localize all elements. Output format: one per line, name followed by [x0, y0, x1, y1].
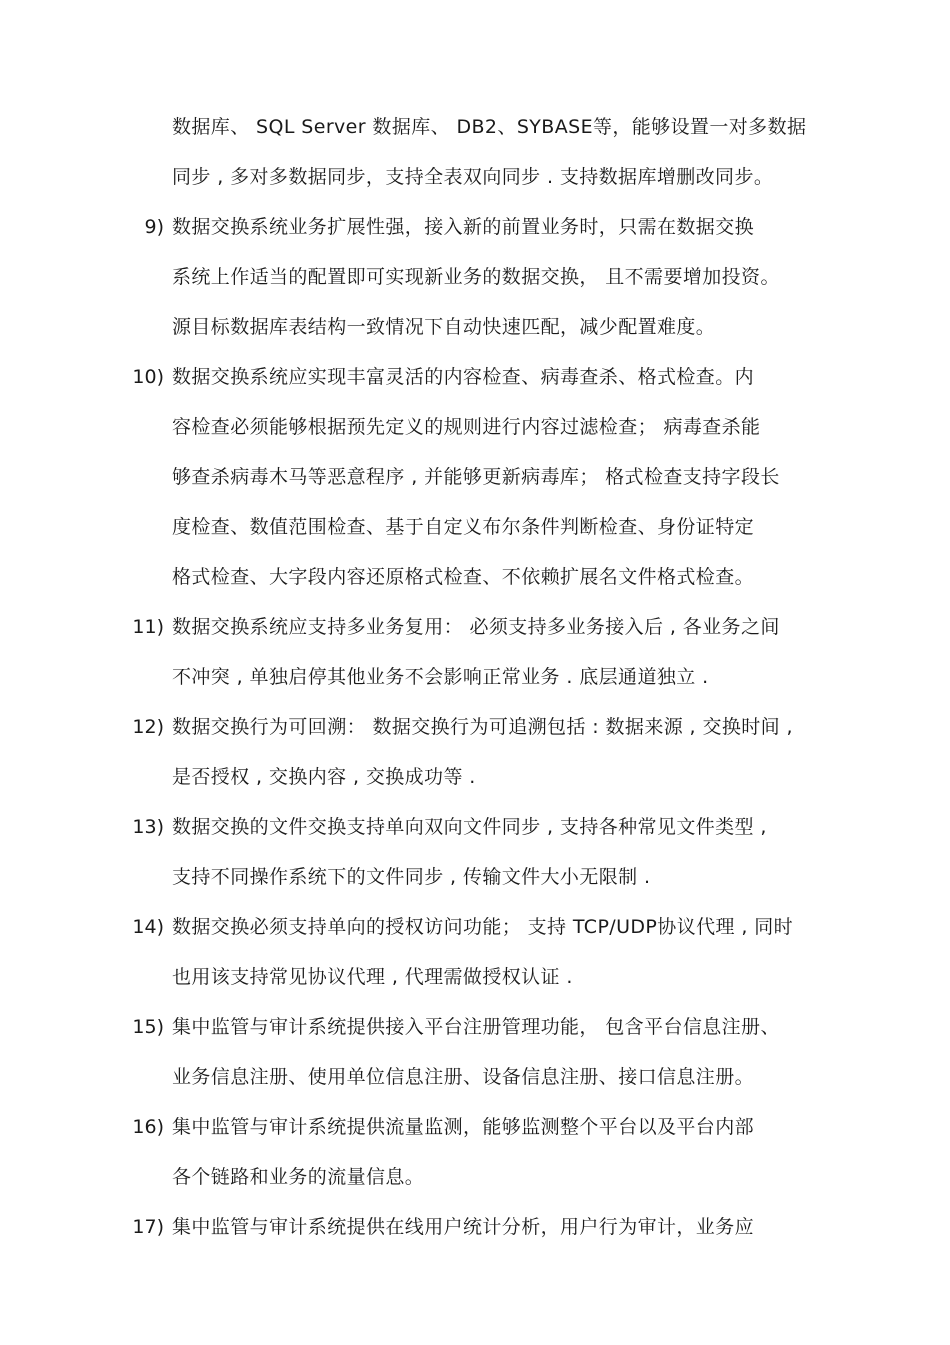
item-number: 12): [132, 716, 164, 738]
text-line: 数据交换的文件交换支持单向双向文件同步 , 支持各种常见文件类型 ,: [172, 816, 767, 838]
item-number: 10): [132, 366, 164, 388]
item-number: [112, 160, 164, 194]
item-number: 11): [132, 616, 164, 638]
text-line: 业务信息注册、使用单位信息注册、设备信息注册、接口信息注册。: [172, 1066, 755, 1088]
text-line: 也用该支持常见协议代理 , 代理需做授权认证 .: [172, 966, 573, 988]
item-number: [112, 460, 164, 494]
item-number: 9): [144, 216, 164, 238]
text-line: 是否授权 , 交换内容 , 交换成功等 .: [172, 766, 476, 788]
text-line: 数据交换行为可回溯： 数据交换行为可追溯包括 : 数据来源 , 交换时间 ,: [172, 716, 793, 738]
item-number: 16): [132, 1116, 164, 1138]
text-line: 支持不同操作系统下的文件同步 , 传输文件大小无限制 .: [172, 866, 651, 888]
item-number: [112, 760, 164, 794]
item-number: [112, 1060, 164, 1094]
item-number: [112, 660, 164, 694]
item-number: [112, 510, 164, 544]
item-number: [112, 960, 164, 994]
text-line: 数据交换必须支持单向的授权访问功能； 支持 TCP/UDP协议代理 , 同时: [172, 916, 794, 938]
text-line: 系统上作适当的配置即可实现新业务的数据交换， 且不需要增加投资。: [172, 266, 780, 288]
text-line: 各个链路和业务的流量信息。: [172, 1166, 425, 1188]
text-line: 度检查、数值范围检查、基于自定义布尔条件判断检查、身份证特定: [172, 516, 755, 538]
text-line: 数据交换系统应支持多业务复用： 必须支持多业务接入后 , 各业务之间: [172, 616, 780, 638]
text-line: 不冲突 , 单独启停其他业务不会影响正常业务 . 底层通道独立 .: [172, 666, 709, 688]
item-number: [112, 110, 164, 144]
text-line: 够查杀病毒木马等恶意程序 , 并能够更新病毒库； 格式检查支持字段长: [172, 466, 780, 488]
text-line: 数据交换系统应实现丰富灵活的内容检查、病毒查杀、格式检查。内: [172, 366, 755, 388]
item-number: 17): [132, 1216, 164, 1238]
text-line: 集中监管与审计系统提供在线用户统计分析，用户行为审计，业务应: [172, 1216, 755, 1238]
text-line: 源目标数据库表结构一致情况下自动快速匹配，减少配置难度。: [172, 316, 716, 338]
text-line: 集中监管与审计系统提供流量监测，能够监测整个平台以及平台内部: [172, 1116, 755, 1138]
item-number: 13): [132, 816, 164, 838]
item-number: 15): [132, 1016, 164, 1038]
item-number: [112, 260, 164, 294]
item-number: [112, 410, 164, 444]
item-number: [112, 310, 164, 344]
text-line: 容检查必须能够根据预先定义的规则进行内容过滤检查； 病毒查杀能: [172, 416, 761, 438]
text-line: 同步 , 多对多数据同步，支持全表双向同步 . 支持数据库增删改同步。: [172, 166, 774, 188]
text-line: 数据库、 SQL Server 数据库、 DB2、SYBASE等，能够设置一对多数据: [172, 116, 807, 138]
item-number: [112, 1160, 164, 1194]
text-line: 集中监管与审计系统提供接入平台注册管理功能， 包含平台信息注册、: [172, 1016, 780, 1038]
item-number: [112, 560, 164, 594]
item-number: [112, 860, 164, 894]
text-line: 格式检查、大字段内容还原格式检查、不依赖扩展名文件格式检查。: [172, 566, 755, 588]
text-line: 数据交换系统业务扩展性强，接入新的前置业务时，只需在数据交换: [172, 216, 755, 238]
item-number: 14): [132, 916, 164, 938]
